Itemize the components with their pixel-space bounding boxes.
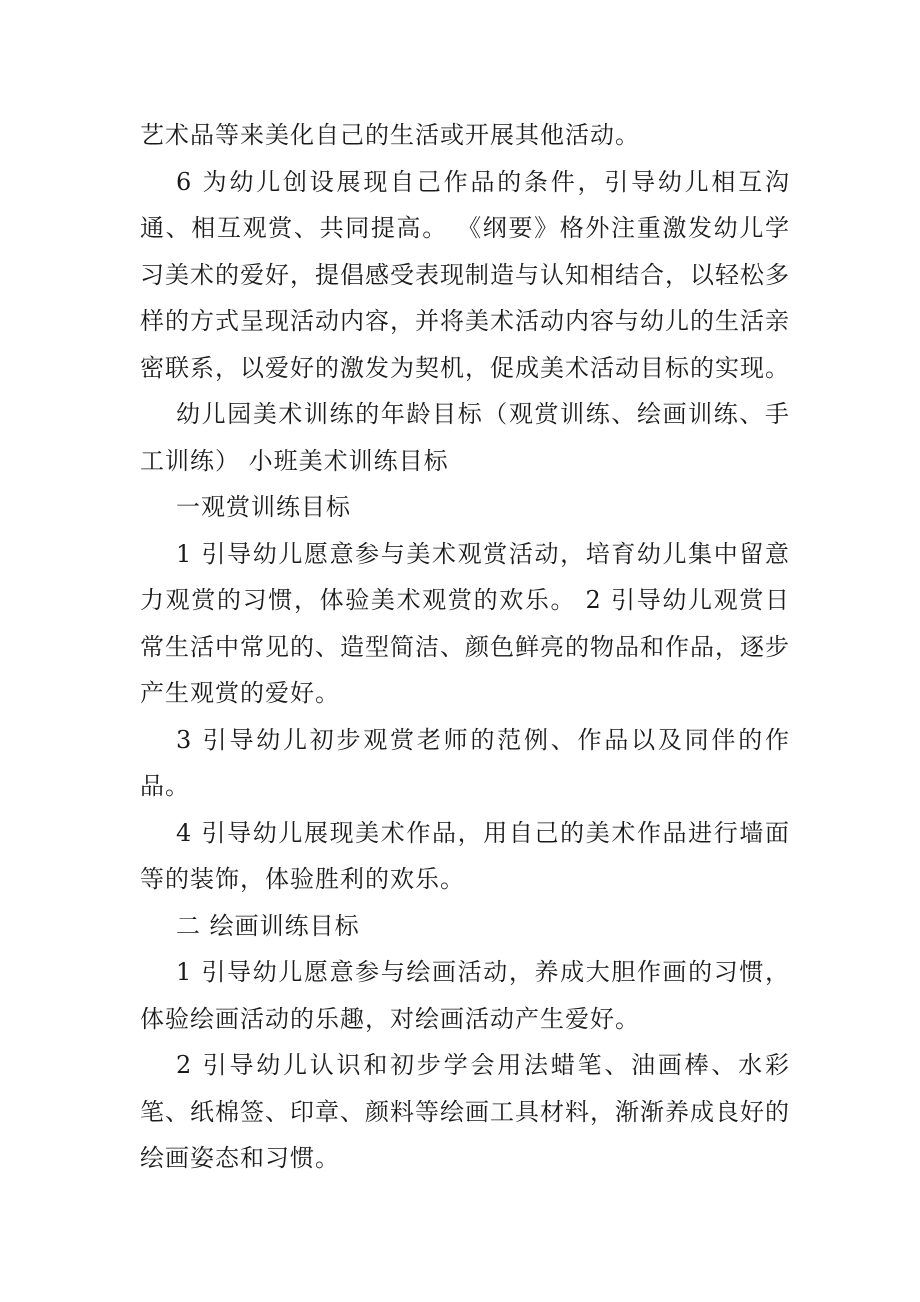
paragraph: 3 引导幼儿初步观赏老师的范例、作品以及同伴的作品。 bbox=[140, 725, 790, 800]
paragraph: 2 引导幼儿认识和初步学会用法蜡笔、油画棒、水彩笔、纸棉签、印章、颜料等绘画工具材料，渐渐养成良好的绘画姿态和习惯。 bbox=[140, 1051, 790, 1172]
paragraph: 1 引导幼儿愿意参与绘画活动，养成大胆作画的习惯，体验绘画活动的乐趣，对绘画活动产生爱好。 bbox=[140, 958, 790, 1033]
section-heading: 二 绘画训练目标 bbox=[176, 911, 360, 940]
paragraph: 1 引导幼儿愿意参与美术观赏活动，培育幼儿集中留意力观赏的习惯，体验美术观赏的欢乐。 2 引导幼儿观赏日常生活中常见的、造型简洁、颜色鲜亮的物品和作品，逐步产生观赏的爱好。 bbox=[140, 539, 790, 707]
paragraph: 6 为幼儿创设展现自己作品的条件，引导幼儿相互沟通、相互观赏、共同提高。 《纲要》格外注重激发幼儿学习美术的爱好，提倡感受表现制造与认知相结合，以轻松多样的方式呈现活动内容，并将美术活动内容与幼儿的生活亲密联系，以爱好的激发为契机，促成美术活动目标的实现。 bbox=[140, 167, 790, 382]
paragraph: 幼儿园美术训练的年龄目标（观赏训练、绘画训练、手工训练） 小班美术训练目标 bbox=[140, 400, 790, 475]
document-body bbox=[140, 112, 790, 1182]
paragraph: 艺术品等来美化自己的生活或开展其他活动。 bbox=[140, 121, 640, 149]
section-heading: 一观赏训练目标 bbox=[176, 493, 351, 521]
paragraph: 4 引导幼儿展现美术作品，用自己的美术作品进行墙面等的装饰，体验胜利的欢乐。 bbox=[140, 818, 790, 893]
